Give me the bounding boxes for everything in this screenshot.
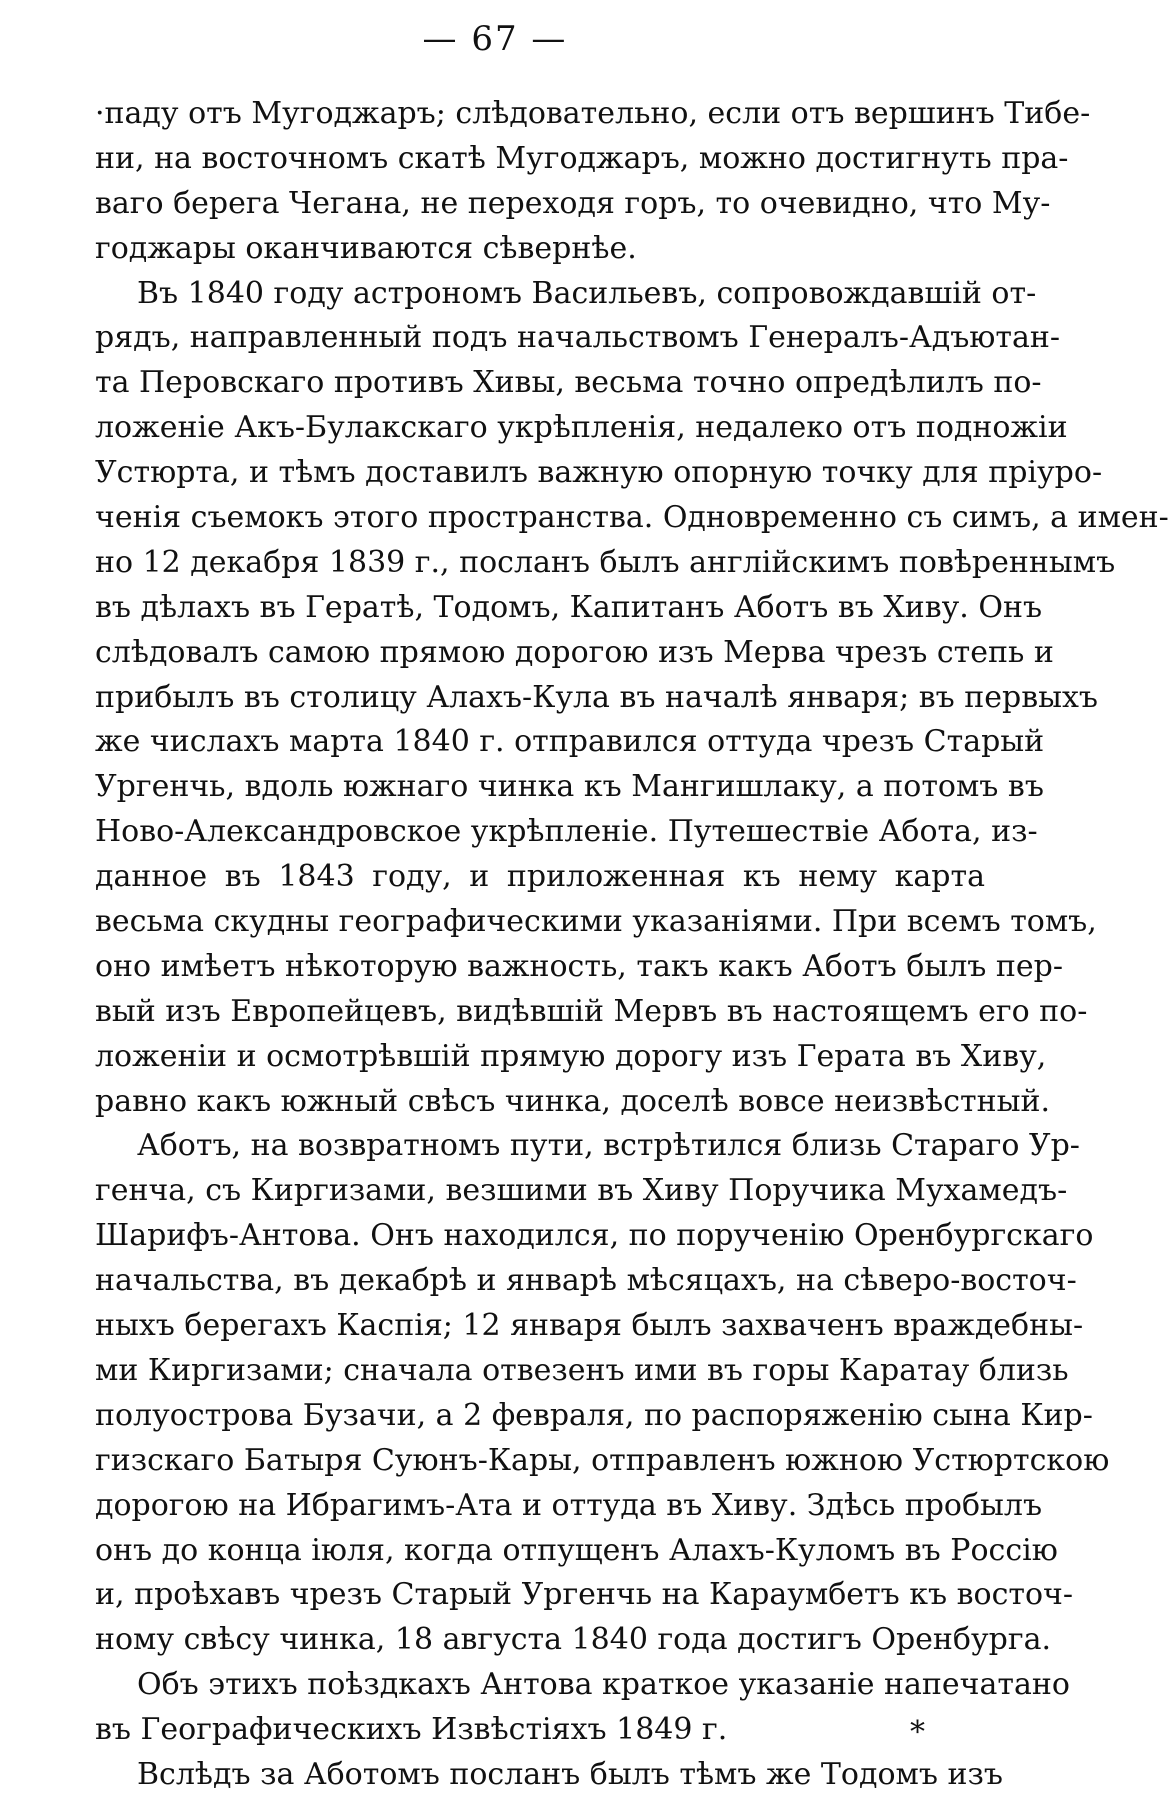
text-line: дорогою на Ибрагимъ-Ата и оттуда въ Хиву. Здѣсь пробылъ — [95, 1487, 1043, 1523]
text-line: но 12 декабря 1839 г., посланъ былъ англійскимъ повѣреннымъ — [95, 544, 1116, 580]
text-line: Ново-Александровское укрѣпленіе. Путешествіе Абота, из- — [95, 814, 1038, 850]
text-line: полуострова Бузачи, а 2 февраля, по распоряженію сына Кир- — [95, 1397, 1093, 1433]
text-line: та Перовскаго противъ Хивы, весьма точно опредѣлилъ по- — [95, 365, 1042, 401]
body-text — [95, 92, 1169, 1798]
text-line: ложеніи и осмотрѣвшій прямую дорогу изъ Герата въ Хиву, — [95, 1038, 1047, 1074]
text-line: ми Киргизами; сначала отвезенъ ими въ горы Каратау близь — [95, 1352, 1069, 1388]
text-line: Объ этихъ поѣздкахъ Антова краткое указаніе напечатано — [137, 1667, 1070, 1703]
text-line: годжары оканчиваются сѣвернѣе. — [95, 230, 637, 266]
text-line: равно какъ южный свѣсъ чинка, доселѣ вовсе неизвѣстный. — [95, 1083, 1051, 1119]
paragraph-1 — [95, 92, 1091, 272]
text-line: же числахъ марта 1840 г. отправился оттуда чрезъ Старый — [95, 724, 1045, 760]
text-line: ному свѣсу чинка, 18 августа 1840 года достигъ Оренбурга. — [95, 1622, 1051, 1658]
text-line: данное въ 1843 году, и приложенная къ нему карта — [95, 859, 985, 895]
text-line: оно имѣетъ нѣкоторую важность, такъ какъ Аботъ былъ пер- — [95, 948, 1063, 984]
text-line: Устюрта, и тѣмъ доставилъ важную опорную точку для пріуро- — [95, 455, 1103, 491]
text-line: ·паду отъ Мугоджаръ; слѣдовательно, если отъ вершинъ Тибе- — [95, 96, 1091, 131]
text-line: рядъ, направленный подъ начальствомъ Генералъ-Адъютан- — [95, 320, 1061, 356]
paragraph-4 — [95, 1663, 1070, 1753]
signature-mark: * — [910, 1715, 925, 1750]
text-line: Въ 1840 году астрономъ Васильевъ, сопровождавшій от- — [137, 275, 1037, 311]
text-line: ложеніе Акъ-Булакскаго укрѣпленія, недалеко отъ подножіи — [95, 410, 1068, 446]
text-line: ваго берега Чегана, не переходя горъ, то очевидно, что Му- — [95, 185, 1051, 221]
text-line: слѣдовалъ самою прямою дорогою изъ Мерва чрезъ степь и — [95, 634, 1054, 670]
text-line: генча, съ Киргизами, везшими въ Хиву Поручика Мухамедъ- — [95, 1173, 1068, 1209]
text-line: прибылъ въ столицу Алахъ-Кула въ началѣ января; въ первыхъ — [95, 679, 1098, 715]
book-page — [40, 0, 1169, 1792]
text-line: ни, на восточномъ скатѣ Мугоджаръ, можно достигнуть пра- — [95, 140, 1069, 176]
text-line: въ дѣлахъ въ Гератѣ, Тодомъ, Капитанъ Аботъ въ Хиву. Онъ — [95, 589, 1043, 625]
text-line: Шарифъ-Антова. Онъ находился, по порученію Оренбургскаго — [95, 1218, 1094, 1254]
text-line: начальства, въ декабрѣ и январѣ мѣсяцахъ, на сѣверо-восточ- — [95, 1263, 1077, 1299]
text-line: Ургенчь, вдоль южнаго чинка къ Мангишлаку, а потомъ въ — [95, 769, 1044, 805]
text-line: и, проѣхавъ чрезъ Старый Ургенчь на Караумбетъ къ восточ- — [95, 1577, 1074, 1613]
text-line: ченія съемокъ этого пространства. Одновременно съ симъ, а имен- — [95, 500, 1169, 536]
paragraph-5 — [95, 1753, 1003, 1798]
text-line: вый изъ Европейцевъ, видѣвшій Мервъ въ настоящемъ его по- — [95, 993, 1088, 1029]
paragraph-3 — [95, 1124, 1110, 1663]
text-line: гизскаго Батыря Суюнъ-Кары, отправленъ южною Устюртскою — [95, 1442, 1110, 1478]
paragraph-2 — [95, 272, 1169, 1125]
text-line: Аботъ, на возвратномъ пути, встрѣтился близь Стараго Ур- — [137, 1128, 1080, 1164]
text-line: весьма скудны географическими указаніями. При всемъ томъ, — [95, 904, 1097, 940]
text-line: ныхъ берегахъ Каспія; 12 января былъ захваченъ враждебны- — [95, 1308, 1084, 1344]
text-line: въ Географическихъ Извѣстіяхъ 1849 г. — [95, 1712, 728, 1748]
text-line: Вслѣдъ за Аботомъ посланъ былъ тѣмъ же Тодомъ изъ — [137, 1756, 1003, 1792]
page-number: — 67 — — [422, 19, 568, 59]
text-line: онъ до конца іюля, когда отпущенъ Алахъ-Куломъ въ Россію — [95, 1532, 1058, 1568]
